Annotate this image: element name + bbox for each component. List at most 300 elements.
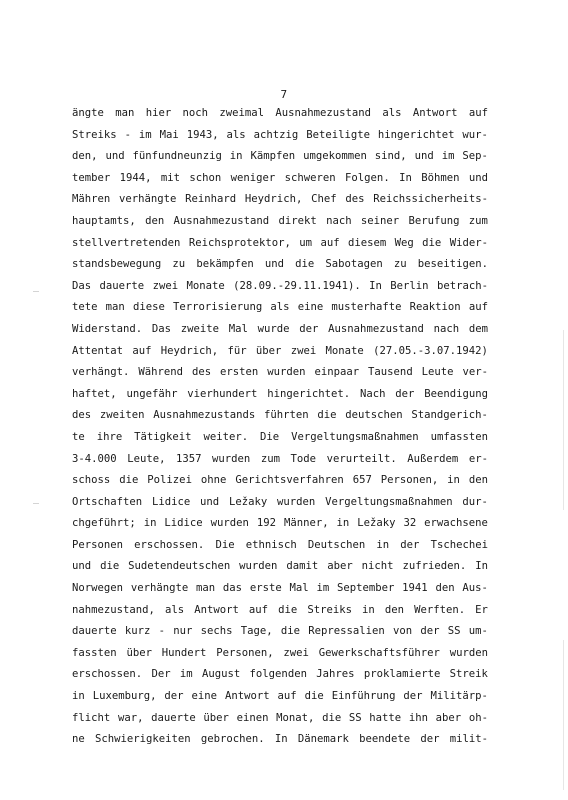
word: umfassten — [430, 430, 488, 443]
word: - — [158, 625, 166, 638]
word: beseitigen. — [417, 258, 488, 271]
word: und — [105, 150, 125, 163]
word: über — [203, 711, 229, 724]
word: Gewerkschaftsführer — [318, 646, 440, 659]
text-line — [72, 664, 488, 686]
word: schon — [189, 171, 222, 184]
body-text — [72, 103, 488, 751]
word: Nach — [359, 387, 386, 400]
word: Antwort — [224, 690, 270, 703]
word: Die — [215, 538, 235, 551]
word: wurden — [267, 366, 306, 379]
word: im — [441, 150, 455, 163]
text-line — [72, 427, 488, 449]
word: nur — [173, 625, 193, 638]
word: Er — [475, 603, 488, 616]
word: sechs — [200, 625, 233, 638]
text-line — [72, 686, 488, 708]
word: 192 — [256, 517, 276, 530]
margin-mark — [33, 503, 39, 504]
text-line — [72, 276, 488, 298]
word: Berlin — [390, 279, 429, 292]
word: dur- — [462, 495, 488, 508]
text-line — [72, 513, 488, 535]
word: die — [278, 603, 298, 616]
word: Der — [151, 668, 171, 681]
word: verurteilt. — [326, 452, 397, 465]
word: oh- — [468, 711, 488, 724]
word: erste — [249, 582, 282, 595]
word: zweimal — [219, 107, 265, 119]
word: den — [435, 582, 455, 595]
text-line — [72, 708, 488, 730]
word: damit — [286, 560, 319, 573]
text-line — [72, 362, 488, 384]
word: Ausnahmezustand — [173, 214, 270, 227]
word: Das — [151, 322, 172, 335]
word: Tage, — [240, 625, 273, 638]
word: nach — [433, 322, 460, 335]
word: Kämpfen — [250, 150, 296, 163]
word: te — [72, 430, 85, 443]
word: zweiten — [99, 409, 145, 422]
text-line — [72, 233, 488, 255]
word: Dänemark — [297, 733, 349, 746]
word: den, — [72, 150, 98, 163]
word: Vergeltungsmaßnahmen — [291, 430, 419, 443]
word: das — [222, 582, 243, 595]
word: hingerichtet. — [267, 387, 351, 400]
word: die — [422, 236, 442, 249]
word: über — [126, 646, 152, 659]
word: zweite — [180, 322, 220, 335]
word: diesem — [347, 236, 387, 249]
word: umgekommen — [303, 150, 367, 163]
word: 3-4.000 — [72, 452, 117, 465]
word: SS — [348, 711, 362, 724]
text-line — [72, 341, 488, 363]
word: auf — [468, 301, 488, 314]
word: Streiks — [72, 128, 117, 141]
word: Heydrich, — [160, 344, 219, 357]
word: 1944, — [119, 171, 152, 184]
word: Vergeltungsmaßnahmen — [325, 495, 453, 508]
page-edge — [563, 330, 564, 510]
word: einen — [236, 711, 269, 724]
text-line — [72, 254, 488, 276]
word: man — [196, 582, 216, 595]
word: aber — [435, 711, 462, 724]
word: und — [72, 560, 92, 573]
word: Monat, — [276, 711, 315, 724]
word: beendete — [359, 733, 411, 746]
word: Chef — [311, 193, 337, 206]
word: Leute, — [127, 452, 166, 465]
word: um- — [468, 625, 488, 638]
word: verhängt. — [72, 366, 130, 379]
word: auf — [277, 690, 297, 703]
text-line — [72, 470, 488, 492]
word: man — [115, 107, 135, 119]
text-line — [72, 492, 488, 514]
word: in — [143, 517, 157, 530]
word: Repressalien — [308, 625, 385, 638]
word: Ausnahmezustand — [275, 107, 372, 119]
word: Wider- — [449, 236, 488, 249]
word: Außerdem — [407, 452, 459, 465]
word: - — [124, 128, 131, 141]
word: Heydrich, — [244, 193, 303, 206]
word: August — [201, 668, 241, 681]
word: im — [316, 582, 330, 595]
word: war, — [117, 711, 144, 724]
word: der — [299, 322, 319, 335]
word: in — [362, 603, 375, 616]
word: der — [395, 387, 415, 400]
text-line — [72, 297, 488, 319]
word: Leute — [421, 366, 454, 379]
word: aber — [327, 560, 353, 573]
word: in — [447, 474, 460, 487]
word: ver- — [462, 366, 488, 379]
word: folgenden — [249, 668, 307, 681]
word: Böhmen — [421, 171, 460, 184]
word: Personen — [72, 538, 124, 551]
word: Reinhard — [185, 193, 237, 206]
word: Militärp- — [430, 690, 488, 703]
word: Folgen. — [345, 171, 390, 184]
word: auf — [132, 344, 152, 357]
word: auf — [468, 107, 488, 119]
word: 1941 — [402, 582, 428, 595]
word: verhängte — [130, 582, 189, 595]
word: um — [299, 236, 313, 249]
word: dauerte — [99, 279, 145, 292]
text-line — [72, 189, 488, 211]
word: im — [179, 668, 193, 681]
word: schoss — [72, 474, 111, 487]
word: zu — [172, 258, 186, 271]
word: die — [322, 711, 342, 724]
word: als — [382, 107, 402, 119]
word: weniger — [230, 171, 276, 184]
word: die — [280, 625, 301, 638]
word: Tätigkeit — [134, 430, 192, 443]
word: 1943, — [186, 128, 219, 141]
word: Ležaky — [357, 517, 396, 530]
word: hingerichtet — [377, 128, 455, 141]
word: man — [105, 301, 125, 314]
word: Mai — [159, 128, 179, 141]
word: im — [138, 128, 152, 141]
text-line — [72, 621, 488, 643]
word: zwei — [152, 279, 179, 292]
word: haftet, — [72, 387, 117, 400]
word: Männer, — [283, 517, 329, 530]
word: zwei — [283, 646, 309, 659]
word: verhängte — [119, 193, 177, 206]
word: der — [400, 538, 420, 551]
word: 32 — [403, 517, 417, 530]
word: (27.05.-3.07.1942) — [373, 344, 488, 357]
word: 1357 — [176, 452, 202, 465]
word: die — [295, 258, 315, 271]
text-line — [72, 729, 488, 751]
word: erwachsene — [424, 517, 488, 530]
word: Deutschen — [307, 538, 366, 551]
word: Aus- — [462, 582, 488, 595]
word: ethnisch — [245, 538, 297, 551]
word: Sep- — [462, 150, 488, 163]
word: der — [420, 733, 440, 746]
word: und — [414, 150, 434, 163]
word: Gerichtsverfahren — [235, 474, 344, 487]
word: fassten — [72, 646, 117, 659]
word: Polizei — [147, 474, 192, 487]
text-line — [72, 449, 488, 471]
word: stellvertretenden — [72, 236, 181, 249]
word: als — [164, 603, 185, 616]
text-line — [72, 168, 488, 190]
word: wurden — [239, 560, 278, 573]
word: ihn — [408, 711, 428, 724]
word: in — [229, 150, 243, 163]
word: erschossen. — [72, 668, 143, 681]
word: führten — [264, 409, 309, 422]
word: 657 — [352, 474, 372, 487]
word: Antwort — [412, 107, 458, 119]
word: einpaar — [314, 366, 360, 379]
word: ne — [72, 733, 85, 746]
word: für — [227, 344, 247, 357]
word: der — [403, 690, 423, 703]
word: Streik — [449, 668, 488, 681]
word: der — [164, 690, 184, 703]
word: bekämpfen — [196, 258, 254, 271]
word: Monate — [325, 344, 364, 357]
word: und — [468, 171, 488, 184]
text-line — [72, 556, 488, 578]
word: direkt — [278, 214, 317, 227]
word: In — [399, 171, 412, 184]
word: Werften. — [414, 603, 466, 616]
word: auf — [248, 603, 269, 616]
word: als — [270, 301, 290, 314]
word: und — [264, 258, 284, 271]
word: seiner — [360, 214, 400, 227]
word: September — [336, 582, 395, 595]
word: Streiks — [307, 603, 352, 616]
word: ersten — [220, 366, 259, 379]
word: wurde — [257, 322, 290, 335]
word: nach — [326, 214, 352, 227]
word: dauerte — [72, 625, 117, 638]
word: hatte — [369, 711, 402, 724]
word: Sudetendeutschen — [128, 560, 231, 573]
word: Lidice — [151, 495, 191, 508]
word: deutschen — [345, 409, 403, 422]
word: In — [475, 560, 488, 573]
word: weiter. — [203, 430, 249, 443]
word: wurden — [277, 495, 316, 508]
word: betrach- — [436, 279, 488, 292]
word: SS — [447, 625, 461, 638]
text-line — [72, 578, 488, 600]
word: hier — [145, 107, 172, 119]
word: Ausnahmezustands — [153, 409, 256, 422]
word: Ortschaften — [72, 495, 143, 508]
word: nicht — [361, 560, 394, 573]
word: achtzig — [253, 128, 299, 141]
word: vierhundert — [187, 387, 258, 400]
word: Terrorisierung — [172, 301, 263, 314]
word: noch — [182, 107, 209, 119]
word: Reaktion — [409, 301, 461, 314]
word: zum — [468, 214, 488, 227]
word: Tode — [290, 452, 317, 465]
word: Mähren — [72, 193, 111, 206]
word: von — [393, 625, 413, 638]
word: Tschechei — [430, 538, 488, 551]
word: zufrieden. — [402, 560, 467, 573]
word: milit- — [449, 733, 488, 746]
page-edge — [563, 640, 564, 790]
text-line — [72, 643, 488, 665]
word: Die — [260, 430, 280, 443]
word: eine — [191, 690, 218, 703]
word: nahmezustand, — [72, 603, 155, 616]
word: flicht — [72, 711, 111, 724]
word: ihre — [96, 430, 123, 443]
word: den — [145, 214, 165, 227]
word: wurden — [212, 452, 251, 465]
word: mit — [160, 171, 181, 184]
word: der — [420, 625, 440, 638]
word: In — [369, 279, 382, 292]
word: Reichssicherheits- — [373, 193, 488, 206]
word: des — [191, 366, 212, 379]
word: eine — [297, 301, 324, 314]
word: fünfundneunzig — [132, 150, 222, 163]
word: Ležaky — [228, 495, 268, 508]
word: wurden — [210, 517, 249, 530]
word: chgeführt; — [72, 517, 136, 530]
word: Tausend — [368, 366, 413, 379]
text-line — [72, 211, 488, 233]
text-line — [72, 405, 488, 427]
word: sind, — [374, 150, 407, 163]
word: Hundert — [161, 646, 207, 659]
word: Jahres — [316, 668, 355, 681]
word: den — [384, 603, 404, 616]
text-line — [72, 319, 488, 341]
word: wurden — [449, 646, 488, 659]
word: ängte — [72, 107, 104, 119]
text-line — [72, 600, 488, 622]
text-line — [72, 125, 488, 147]
word: Weg — [394, 236, 414, 249]
word: Personen, — [380, 474, 439, 487]
word: zwei — [290, 344, 317, 357]
word: Attentat — [72, 344, 124, 357]
word: tete — [72, 301, 98, 314]
word: zu — [393, 258, 407, 271]
word: Mal — [289, 582, 309, 595]
word: die — [317, 409, 337, 422]
word: Ausnahmezustand — [328, 322, 424, 335]
word: Reichsprotektor, — [188, 236, 291, 249]
word: Luxemburg, — [92, 690, 157, 703]
word: Mal — [228, 322, 248, 335]
word: erschossen. — [134, 538, 205, 551]
word: in — [72, 690, 85, 703]
word: diese — [132, 301, 165, 314]
word: In — [274, 733, 288, 746]
word: tember — [72, 171, 111, 184]
word: ungefähr — [126, 387, 178, 400]
word: ohne — [200, 474, 227, 487]
word: Beteiligte — [306, 128, 370, 141]
word: dauerte — [151, 711, 196, 724]
word: gebrochen. — [200, 733, 265, 746]
word: Berufung — [408, 214, 460, 227]
margin-mark — [33, 291, 39, 292]
text-line — [72, 103, 488, 125]
word: Monate — [186, 279, 225, 292]
word: in — [376, 538, 390, 551]
word: Lidice — [164, 517, 203, 530]
word: Schwierigkeiten — [94, 733, 191, 746]
word: die — [304, 690, 324, 703]
word: kurz — [124, 625, 151, 638]
word: zum — [260, 452, 280, 465]
word: proklamierte — [363, 668, 441, 681]
text-line — [72, 384, 488, 406]
word: Das — [72, 279, 92, 292]
word: die — [119, 474, 139, 487]
word: Standgerich- — [411, 409, 488, 422]
word: Antwort — [194, 603, 239, 616]
word: Norwegen — [72, 582, 124, 595]
word: Widerstand. — [72, 322, 143, 335]
word: Sabotagen — [325, 258, 383, 271]
word: des — [345, 193, 365, 206]
word: in — [336, 517, 350, 530]
word: als — [226, 128, 246, 141]
word: wur- — [462, 128, 488, 141]
word: dem — [468, 322, 488, 335]
word: auf — [320, 236, 340, 249]
word: Beendigung — [424, 387, 488, 400]
word: des — [72, 409, 92, 422]
word: und — [200, 495, 220, 508]
text-line — [72, 146, 488, 168]
text-line — [72, 535, 488, 557]
word: musterhafte — [331, 301, 402, 314]
word: den — [468, 474, 488, 487]
word: die — [100, 560, 120, 573]
word: Während — [138, 366, 183, 379]
word: (28.09.-29.11.1941). — [233, 279, 361, 292]
word: standsbewegung — [72, 258, 162, 271]
word: hauptamts, — [72, 214, 136, 227]
word: er- — [468, 452, 488, 465]
word: Personen, — [216, 646, 274, 659]
word: Einführung — [331, 690, 396, 703]
word: schweren — [284, 171, 336, 184]
page-number: 7 — [280, 88, 288, 101]
word: über — [255, 344, 282, 357]
